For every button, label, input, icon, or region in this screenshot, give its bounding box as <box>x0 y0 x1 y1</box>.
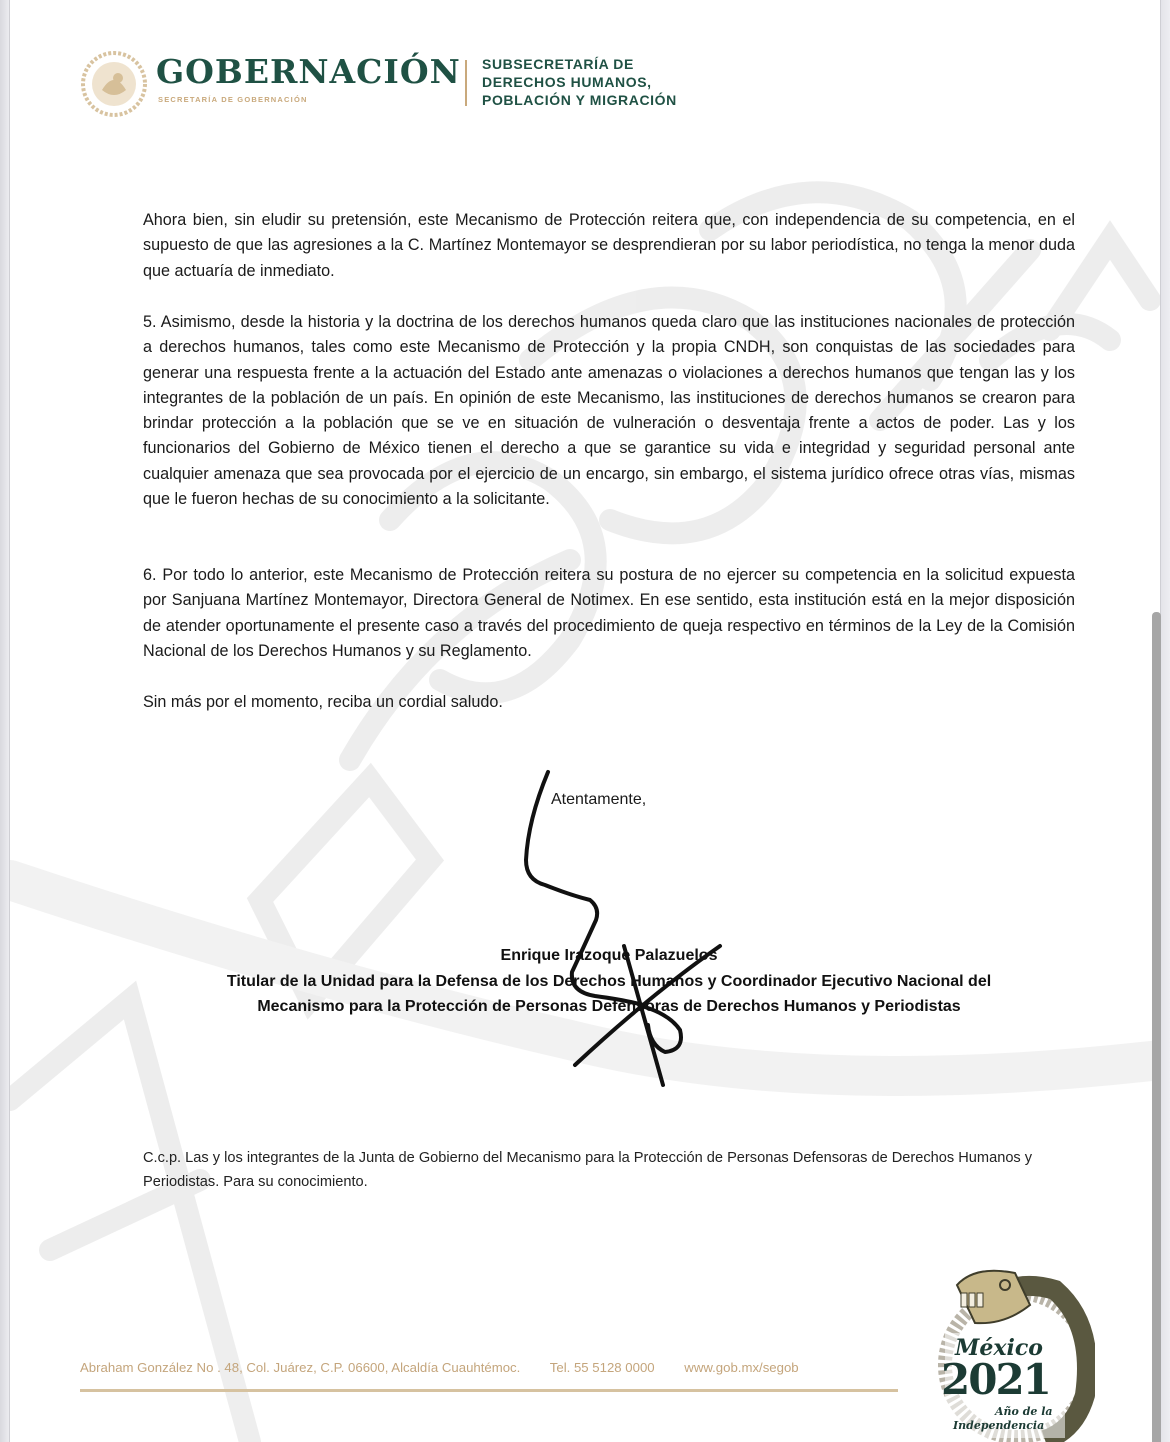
closing-text: Sin más por el momento, reciba un cordial saludo. <box>143 693 503 711</box>
logo-gobernacion: GOBERNACIÓN <box>156 52 461 91</box>
department-name <box>482 55 677 109</box>
viewer-left-edge <box>0 0 10 1442</box>
logo-subtitle: SECRETARÍA DE GOBERNACIÓN <box>158 95 308 104</box>
emblem-text <box>935 1255 1095 1442</box>
paragraph-1 <box>143 208 1075 284</box>
department-line-1: SUBSECRETARÍA DE <box>482 56 634 72</box>
emblem-year: 2021 <box>941 1355 1050 1404</box>
national-seal-icon <box>80 50 148 118</box>
paragraph-6 <box>143 563 1075 664</box>
footer-website[interactable]: www.gob.mx/segob <box>684 1360 799 1375</box>
department-line-3: POBLACIÓN Y MIGRACIÓN <box>482 92 677 108</box>
emblem-independencia: Independencia <box>953 1419 1045 1432</box>
carbon-copy-note: C.c.p. Las y los integrantes de la Junta de Gobierno del Mecanismo para la Protección de Personas Defensoras de Derechos Humanos y Periodistas. Para su conocimiento. <box>143 1150 1033 1190</box>
vertical-scrollbar-thumb[interactable] <box>1152 612 1161 1442</box>
paragraph-1-text: Ahora bien, sin eludir su pretensión, este Mecanismo de Protección reitera que, con independencia de su competencia, en el supuesto de que las agresiones a la C. Martínez Montemayor se desprendieran por su labor periodística, no tenga la menor duda que actuaría de inmediato. <box>143 211 1075 280</box>
paragraph-6-text: 6. Por todo lo anterior, este Mecanismo de Protección reitera su postura de no ejercer su competencia en la solicitud expuesta por Sanjuana Martínez Montemayor, Directora General de Notimex. En ese sentido, esta institución está en la mejor disposición de atender oportunamente el presente caso a través del procedimiento de queja respectivo en términos de la Ley de la Comisión Nacional de los Derechos Humanos y su Reglamento. <box>143 566 1075 660</box>
footer-phone: Tel. 55 5128 0000 <box>549 1360 655 1375</box>
emblem-mexico: México <box>955 1335 1043 1361</box>
department-line-2: DERECHOS HUMANOS, <box>482 74 652 90</box>
signature-block <box>143 943 1075 1020</box>
salutation: Atentamente, <box>551 791 647 808</box>
document-page <box>10 0 1160 1442</box>
viewer-right-edge <box>1160 0 1170 1442</box>
paragraph-5 <box>143 310 1075 512</box>
emblem-ano: Año de la <box>995 1405 1053 1418</box>
mexico-2021-emblem <box>935 1255 1095 1442</box>
footer-address: Abraham González No . 48, Col. Juárez, C.P. 06600, Alcaldía Cuauhtémoc. <box>80 1360 521 1375</box>
closing-line <box>143 690 1075 715</box>
signer-title-line-2: Mecanismo para la Protección de Personas Defensoras de Derechos Humanos y Periodistas <box>257 998 961 1015</box>
logo-divider <box>465 60 467 106</box>
footer-contact <box>80 1360 825 1375</box>
signer-title-line-1: Titular de la Unidad para la Defensa de los Derechos Humanos y Coordinador Ejecutivo Nacional del <box>226 972 992 990</box>
paragraph-5-text: 5. Asimismo, desde la historia y la doctrina de los derechos humanos queda claro que las instituciones nacionales de protección a derechos humanos, tales como este Mecanismo de Protección y la propia CNDH, son conquistas de las sociedades para generar una respuesta frente a la actuación del Estado ante amenazas o violaciones a derechos humanos que tengan las y los integrantes de la población de un país. En opinión de este Mecanismo, las instituciones de derechos humanos se crearon para brindar protección a la población que se ve en situación de vulneración o desventaja frente a actos de poder. Las y los funcionarios del Gobierno de México tienen el derecho a que se garantice su vida e integridad y seguridad personal ante cualquier amenaza que sea provocada por el ejercicio de un encargo, sin embargo, el sistema jurídico ofrece otras vías, mismas que le fueron hechas de su conocimiento a la solicitante. <box>143 313 1075 509</box>
handwritten-signature <box>500 760 760 1090</box>
footer-divider <box>80 1389 898 1392</box>
signer-name: Enrique Irazoque Palazuelos <box>500 947 718 964</box>
